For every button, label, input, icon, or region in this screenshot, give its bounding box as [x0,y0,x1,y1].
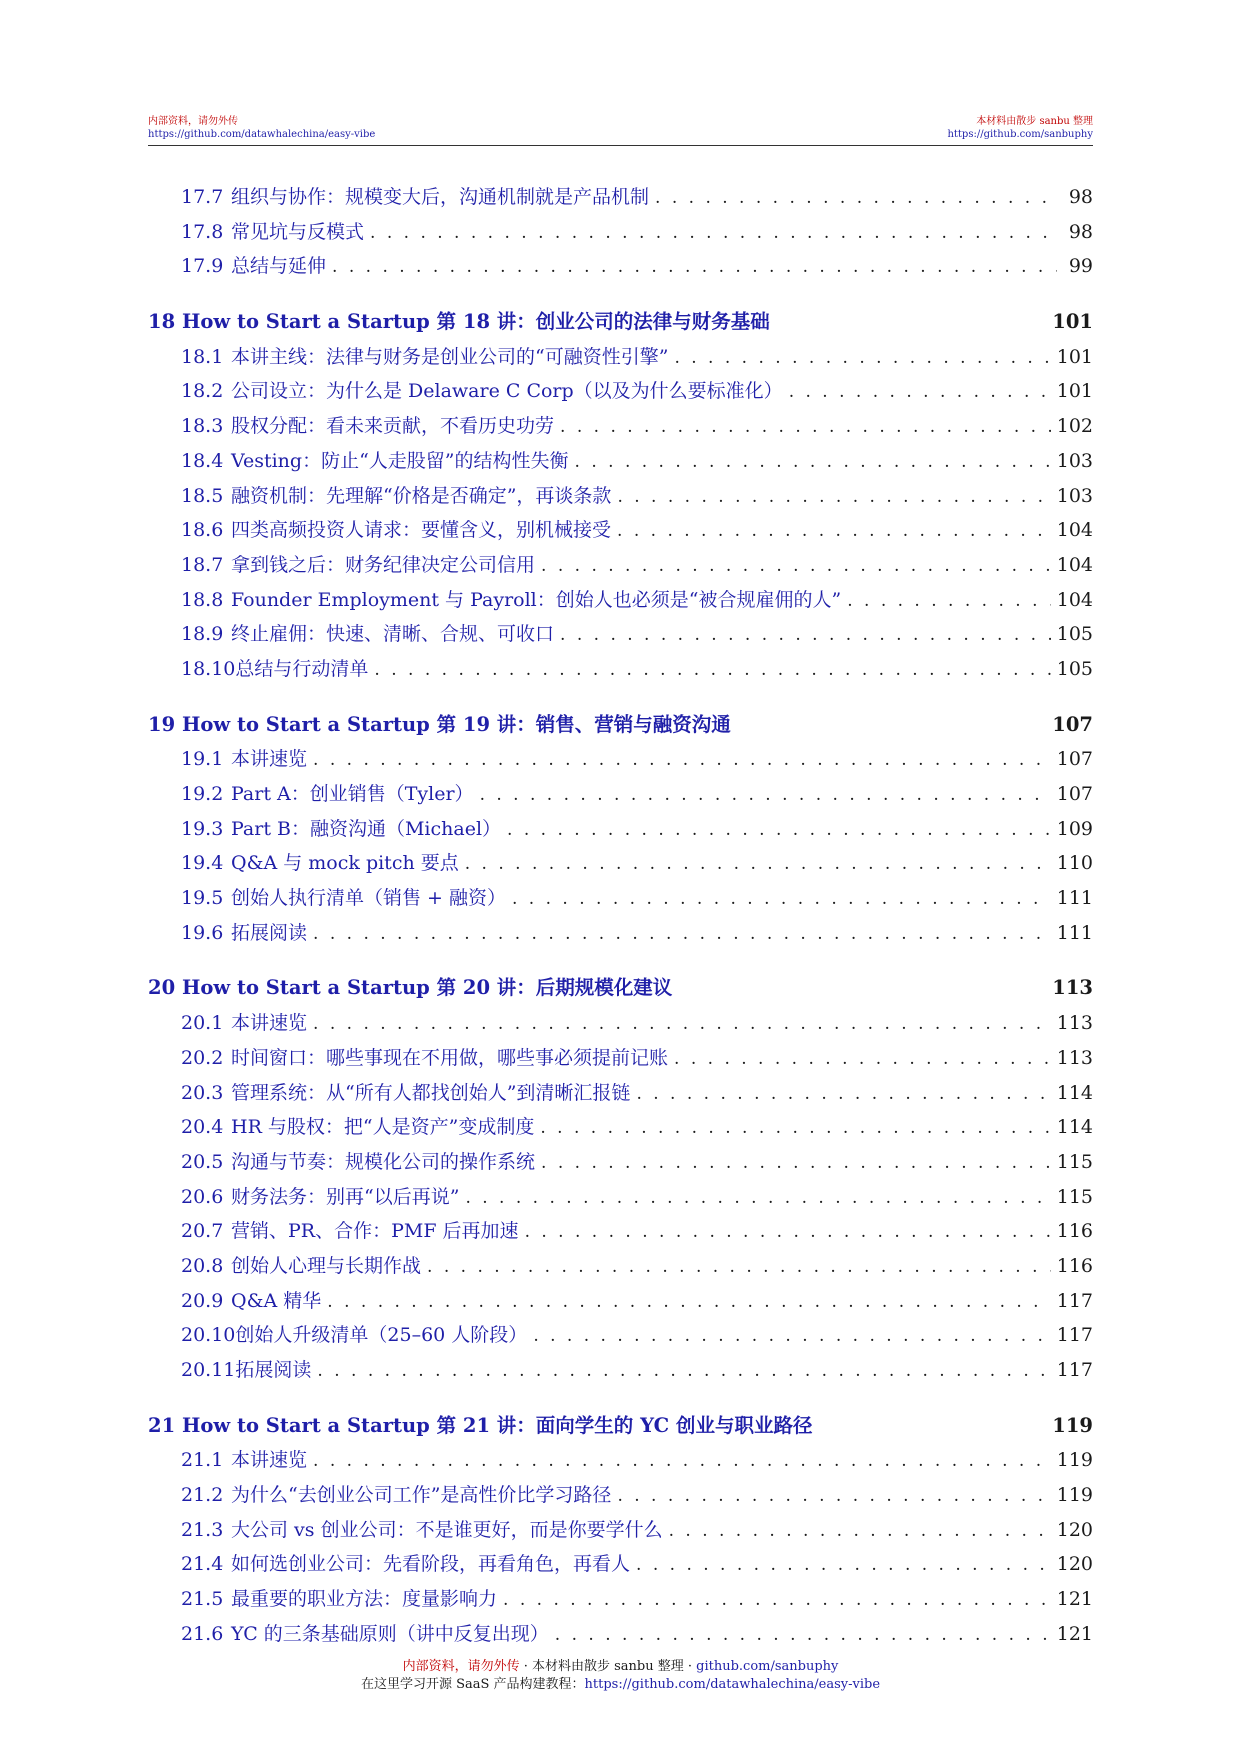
toc-entry-page-number: 119 [1056,1449,1093,1472]
toc-entry-title[interactable]: HR 与股权：把“人是资产”变成制度 [231,1116,535,1139]
toc-dot-leader [674,341,1050,376]
toc-dot-leader [541,1146,1051,1181]
toc-section-entry[interactable] [148,1214,1093,1249]
toc-entry-page-number: 117 [1056,1289,1093,1312]
page-footer [0,1658,1241,1694]
toc-entry-title[interactable]: 公司设立：为什么是 Delaware C Corp（以及为什么要标准化） [231,380,783,403]
toc-entry-page-number: 111 [1056,921,1093,944]
toc-entry-title[interactable]: 拓展阅读 [235,1359,312,1381]
toc-section-entry[interactable] [148,1006,1093,1041]
toc-entry-number: 18.10 [181,657,236,680]
toc-entry-number: 18.5 [181,484,224,507]
toc-dot-leader [507,813,1051,848]
toc-section-entry[interactable] [148,1249,1093,1284]
toc-entry-number: 20.10 [181,1324,236,1347]
toc-entry-title[interactable]: 组织与协作：规模变大后，沟通机制就是产品机制 [231,186,650,208]
toc-section-entry[interactable] [148,180,1093,215]
toc-section-entry[interactable] [148,812,1093,847]
toc-dot-leader [560,410,1051,445]
toc-entry-page-number: 114 [1056,1081,1093,1104]
toc-section-entry[interactable] [148,742,1093,777]
toc-entry-number: 20.2 [181,1046,224,1069]
toc-entry-page-number: 115 [1056,1150,1093,1173]
toc-entry-title[interactable]: 拓展阅读 [231,921,308,944]
toc-entry-page-number: 101 [1056,345,1093,368]
toc-entry-page-number: 107 [1052,712,1093,736]
toc-entry-number: 17.9 [181,255,224,278]
toc-dot-leader [789,375,1051,410]
toc-entry-number: 18.3 [181,415,224,438]
toc-entry-title[interactable]: Q&A 精华 [231,1289,322,1312]
toc-entry-title[interactable]: 最重要的职业方法：度量影响力 [231,1588,498,1611]
footer-confidential-note: 内部资料，请勿外传 [402,1659,520,1674]
toc-entry-number: 21.3 [181,1518,224,1541]
header-left [148,115,375,141]
toc-entry-page-number: 117 [1056,1359,1093,1381]
toc-entry-number: 18.4 [181,449,224,472]
toc-entry-number: 19.2 [181,783,224,805]
toc-dot-leader [332,250,1057,285]
toc-dot-leader [636,1548,1051,1583]
toc-dot-leader [313,1444,1051,1479]
toc-entry-page-number: 107 [1056,748,1093,771]
toc-entry-title[interactable]: 融资机制：先理解“价格是否确定”，再谈条款 [231,484,612,507]
toc-section-entry[interactable] [148,777,1093,812]
toc-entry-page-number: 117 [1056,1324,1093,1347]
toc-section-entry[interactable] [148,1284,1093,1319]
toc-section-entry[interactable] [148,1076,1093,1111]
toc-entry-title[interactable]: 创始人执行清单（销售 + 融资） [231,887,506,910]
toc-entry-number: 20.6 [181,1185,224,1208]
toc-entry-number: 21.1 [181,1449,224,1472]
toc-dot-leader [533,1319,1050,1354]
toc-entry-title[interactable]: Q&A 与 mock pitch 要点 [231,852,459,875]
toc-entry-page-number: 101 [1052,310,1093,334]
toc-chapter-entry[interactable] [148,305,1093,340]
toc-entry-number: 20.1 [181,1012,224,1035]
table-of-contents [148,180,1093,1652]
toc-dot-leader [617,514,1051,549]
toc-entry-page-number: 113 [1052,976,1093,1000]
toc-dot-leader [313,1007,1051,1042]
toc-entry-title[interactable]: 创始人心理与长期作战 [231,1254,422,1277]
toc-entry-page-number: 101 [1056,380,1093,403]
toc-dot-leader [674,1042,1051,1077]
toc-section-entry[interactable] [148,881,1093,916]
toc-dot-leader [465,847,1051,882]
toc-dot-leader [617,480,1050,515]
toc-entry-number: 20 [148,976,176,1000]
toc-section-entry[interactable] [148,1041,1093,1076]
toc-section-entry[interactable] [148,374,1093,409]
toc-section-entry[interactable] [148,548,1093,583]
toc-entry-page-number: 99 [1068,255,1093,278]
toc-section-entry[interactable] [148,1318,1093,1353]
toc-entry-title[interactable]: 沟通与节奏：规模化公司的操作系统 [231,1150,536,1173]
toc-entry-number: 18.9 [181,623,224,646]
toc-entry-number: 21.2 [181,1484,224,1507]
toc-dot-leader [560,618,1051,653]
toc-dot-leader [617,1479,1050,1514]
toc-section-entry[interactable] [148,1110,1093,1145]
toc-entry-number: 18.6 [181,519,224,542]
toc-dot-leader [503,1583,1051,1618]
toc-entry-title[interactable]: 四类高频投资人请求：要懂含义，别机械接受 [231,519,612,542]
footer-line-1 [0,1658,1241,1676]
toc-section-entry[interactable] [148,916,1093,951]
toc-entry-page-number: 104 [1056,588,1093,611]
toc-entry-page-number: 111 [1056,887,1093,910]
page-header [148,115,1093,146]
toc-dot-leader [555,1618,1051,1653]
toc-dot-leader [636,1077,1050,1112]
toc-entry-number: 20.8 [181,1254,224,1277]
toc-entry-page-number: 120 [1056,1518,1093,1541]
toc-entry-title[interactable]: Part B：融资沟通（Michael） [231,817,502,840]
header-author-link[interactable]: https://github.com/sanbuphy [947,129,1093,140]
toc-entry-number: 19.4 [181,852,224,875]
toc-dot-leader [317,1354,1050,1389]
toc-entry-title[interactable]: 本讲速览 [231,1012,308,1035]
toc-entry-number: 20.7 [181,1220,224,1243]
toc-entry-page-number: 120 [1056,1553,1093,1576]
toc-section-entry[interactable] [148,409,1093,444]
toc-entry-title[interactable]: How to Start a Startup 第 19 讲：销售、营销与融资沟通 [181,712,731,736]
toc-entry-title[interactable]: Founder Employment 与 Payroll：创始人也必须是“被合规雇佣的人” [231,588,842,611]
toc-section-entry[interactable] [148,1513,1093,1548]
toc-entry-number: 19.5 [181,887,224,910]
toc-dot-leader [669,1514,1051,1549]
toc-entry-number: 19 [148,712,176,736]
toc-entry-number: 21.4 [181,1553,224,1576]
toc-dot-leader [540,1111,1050,1146]
toc-entry-number: 18.1 [181,345,224,368]
toc-entry-number: 20.11 [181,1359,236,1381]
footer-author-text: · 本材料由散步 sanbu 整理 · [519,1659,697,1674]
toc-entry-number: 17.7 [181,186,224,208]
toc-section-entry[interactable] [148,1582,1093,1617]
toc-entry-page-number: 110 [1056,852,1093,875]
toc-entry-number: 21.5 [181,1588,224,1611]
toc-entry-title[interactable]: 本讲主线：法律与财务是创业公司的“可融资性引擎” [231,345,669,368]
toc-dot-leader [327,1285,1050,1320]
toc-entry-number: 18.2 [181,380,224,403]
toc-entry-title[interactable]: How to Start a Startup 第 21 讲：面向学生的 YC 创业与职业路径 [181,1413,813,1437]
toc-section-entry[interactable] [148,1145,1093,1180]
toc-dot-leader [525,1215,1051,1250]
toc-entry-page-number: 105 [1056,623,1093,646]
toc-entry-title[interactable]: 管理系统：从“所有人都找创始人”到清晰汇报链 [231,1081,631,1104]
toc-entry-page-number: 104 [1056,553,1093,576]
toc-entry-page-number: 104 [1056,519,1093,542]
toc-entry-number: 21.6 [181,1622,224,1645]
toc-entry-title[interactable]: How to Start a Startup 第 18 讲：创业公司的法律与财务基础 [181,310,770,334]
toc-section-entry[interactable] [148,340,1093,375]
toc-entry-title[interactable]: How to Start a Startup 第 20 讲：后期规模化建议 [181,976,673,1000]
toc-dot-leader [374,653,1050,688]
toc-section-entry[interactable] [148,583,1093,618]
toc-section-entry[interactable] [148,1617,1093,1652]
toc-entry-number: 18.7 [181,553,224,576]
toc-entry-title[interactable]: 股权分配：看未来贡献，不看历史功劳 [231,415,555,438]
toc-entry-number: 20.4 [181,1116,224,1139]
toc-entry-number: 19.3 [181,817,224,840]
toc-entry-page-number: 102 [1056,415,1093,438]
toc-entry-title[interactable]: 本讲速览 [231,1449,308,1472]
toc-entry-page-number: 103 [1056,449,1093,472]
toc-dot-leader [655,181,1057,216]
toc-dot-leader [847,584,1051,619]
toc-entry-number: 18 [148,310,176,334]
toc-entry-number: 19.1 [181,748,224,771]
toc-section-entry[interactable] [148,444,1093,479]
footer-repo-link[interactable]: https://github.com/datawhalechina/easy-vibe [584,1677,881,1692]
toc-dot-leader [541,549,1051,584]
toc-entry-page-number: 119 [1056,1484,1093,1507]
toc-entry-page-number: 113 [1056,1046,1093,1069]
toc-entry-title[interactable]: 拿到钱之后：财务纪律决定公司信用 [231,553,536,576]
toc-entry-page-number: 119 [1052,1413,1093,1437]
footer-line-2 [0,1676,1241,1694]
toc-entry-number: 19.6 [181,921,224,944]
toc-entry-page-number: 98 [1068,186,1093,208]
toc-dot-leader [465,1181,1050,1216]
toc-section-entry[interactable] [148,617,1093,652]
toc-entry-page-number: 103 [1056,484,1093,507]
toc-entry-number: 20.3 [181,1081,224,1104]
toc-chapter-entry[interactable] [148,708,1093,743]
toc-section-entry[interactable] [148,479,1093,514]
toc-entry-page-number: 121 [1056,1588,1093,1611]
toc-section-entry[interactable] [148,1547,1093,1582]
toc-section-entry[interactable] [148,1180,1093,1215]
toc-entry-number: 17.8 [181,220,224,243]
toc-entry-number: 18.8 [181,588,224,611]
toc-entry-title[interactable]: 为什么“去创业公司工作”是高性价比学习路径 [231,1484,612,1507]
toc-entry-page-number: 116 [1056,1254,1093,1277]
header-right [947,115,1093,141]
toc-entry-title[interactable]: 总结与行动清单 [235,657,369,680]
toc-entry-page-number: 114 [1056,1116,1093,1139]
toc-section-entry[interactable] [148,513,1093,548]
toc-entry-number: 20.9 [181,1289,224,1312]
toc-section-entry[interactable] [148,1353,1093,1388]
toc-entry-title[interactable]: Vesting：防止“人走股留”的结构性失衡 [231,449,569,472]
toc-entry-page-number: 98 [1068,220,1093,243]
toc-dot-leader [512,882,1051,917]
toc-entry-title[interactable]: 大公司 vs 创业公司：不是谁更好，而是你要学什么 [231,1518,663,1541]
toc-entry-title[interactable]: 创始人升级清单（25–60 人阶段） [235,1324,528,1347]
toc-section-entry[interactable] [148,1478,1093,1513]
toc-entry-title[interactable]: Part A：创业销售（Tyler） [231,783,474,805]
toc-dot-leader [313,917,1051,952]
toc-dot-leader [370,216,1057,251]
toc-entry-page-number: 121 [1056,1622,1093,1645]
toc-entry-page-number: 109 [1056,817,1093,840]
toc-entry-title[interactable]: YC 的三条基础原则（讲中反复出现） [231,1622,549,1645]
footer-tutorial-text: 在这里学习开源 SaaS 产品构建教程： [360,1677,585,1692]
toc-entry-title[interactable]: 如何选创业公司：先看阶段，再看角色，再看人 [231,1553,631,1576]
toc-entry-title[interactable]: 时间窗口：哪些事现在不用做，哪些事必须提前记账 [231,1046,669,1069]
toc-entry-page-number: 115 [1056,1185,1093,1208]
toc-dot-leader [480,778,1051,813]
toc-dot-leader [427,1250,1051,1285]
toc-entry-title[interactable]: 财务法务：别再“以后再说” [231,1185,460,1208]
toc-dot-leader [575,445,1051,480]
toc-entry-page-number: 113 [1056,1012,1093,1035]
toc-entry-title[interactable]: 营销、PR、合作：PMF 后再加速 [231,1220,519,1243]
toc-entry-page-number: 116 [1056,1220,1093,1243]
toc-section-entry[interactable] [148,652,1093,687]
toc-entry-page-number: 107 [1056,783,1093,805]
header-author-note: 本材料由散步 sanbu 整理 [976,116,1093,127]
toc-entry-page-number: 105 [1056,657,1093,680]
header-confidential-note: 内部资料，请勿外传 [148,116,238,127]
toc-dot-leader [313,743,1051,778]
toc-section-entry[interactable] [148,215,1093,250]
toc-entry-title[interactable]: 终止雇佣：快速、清晰、合规、可收口 [231,623,555,646]
toc-entry-title[interactable]: 常见坑与反模式 [231,220,365,243]
toc-section-entry[interactable] [148,249,1093,284]
header-repo-link[interactable]: https://github.com/datawhalechina/easy-vibe [148,129,376,140]
toc-section-entry[interactable] [148,846,1093,881]
toc-section-entry[interactable] [148,1443,1093,1478]
toc-chapter-entry[interactable] [148,971,1093,1006]
toc-entry-number: 20.5 [181,1150,224,1173]
toc-chapter-entry[interactable] [148,1409,1093,1444]
toc-entry-number: 21 [148,1413,176,1437]
toc-entry-title[interactable]: 总结与延伸 [231,255,327,278]
toc-entry-title[interactable]: 本讲速览 [231,748,308,771]
footer-author-link[interactable]: github.com/sanbuphy [696,1659,839,1674]
